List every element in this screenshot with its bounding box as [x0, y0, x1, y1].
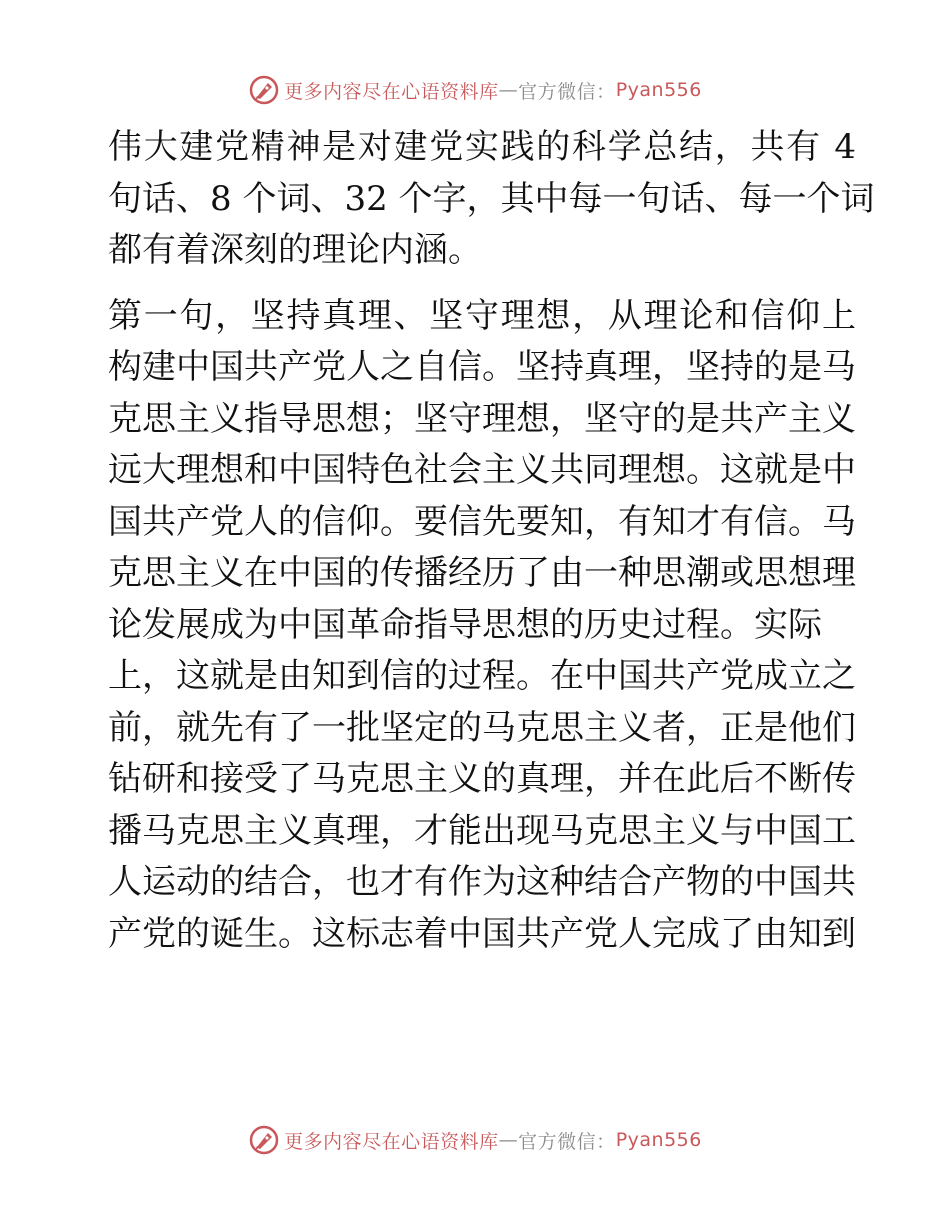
- text-line: 国共产党人的信仰。要信先要知，有知才有信。马: [108, 501, 856, 542]
- text-line: 论发展成为中国革命指导思想的历史过程。实际: [108, 604, 822, 645]
- pen-nib-logo-icon: [248, 74, 280, 106]
- banner-main-text: 更多内容尽在心语资料库: [284, 80, 499, 103]
- text-line: 远大理想和中国特色社会主义共同理想。这就是中: [108, 450, 856, 490]
- banner-wechat-id: Pyan556: [615, 79, 702, 101]
- pen-nib-logo-icon: [248, 1124, 280, 1156]
- text-line: 人运动的结合，也才有作为这种结合产物的中国共: [108, 862, 856, 902]
- banner-wechat-label: 官方微信：: [518, 80, 616, 103]
- text-line: 上，这就是由知到信的过程。在中国共产党成立之: [108, 656, 856, 696]
- banner-separator: —: [498, 79, 519, 101]
- text-line: 克思主义指导思想；坚守理想，坚守的是共产主义: [108, 398, 856, 439]
- paragraph-1: [96, 122, 875, 277]
- banner-wechat-id: Pyan556: [615, 1129, 702, 1151]
- text-line: 播马克思主义真理，才能出现马克思主义与中国工: [108, 810, 856, 851]
- text-line: 伟大建党精神是对建党实践的科学总结，共有 4: [108, 127, 856, 167]
- banner-main-text: 更多内容尽在心语资料库: [284, 1130, 499, 1153]
- text-line: 前，就先有了一批坚定的马克思主义者，正是他们: [108, 707, 856, 748]
- text-line: 克思主义在中国的传播经历了由一种思潮或思想理: [108, 553, 856, 593]
- header-banner: [0, 72, 950, 108]
- text-line: 都有着深刻的理论内涵。: [108, 230, 482, 270]
- banner-separator: —: [498, 1129, 519, 1151]
- document-body: [96, 122, 875, 960]
- text-line: 构建中国共产党人之自信。坚持真理，坚持的是马: [108, 347, 856, 387]
- text-line: 句话、8 个词、32 个字，其中每一句话、每一个词: [108, 178, 875, 219]
- footer-banner: [0, 1122, 950, 1158]
- text-line: 钻研和接受了马克思主义的真理，并在此后不断传: [108, 759, 856, 799]
- paragraph-2: [96, 291, 856, 961]
- text-line: 第一句，坚持真理、坚守理想，从理论和信仰上: [108, 295, 856, 336]
- banner-wechat-label: 官方微信：: [518, 1130, 616, 1153]
- text-line: 产党的诞生。这标志着中国共产党人完成了由知到: [108, 913, 856, 954]
